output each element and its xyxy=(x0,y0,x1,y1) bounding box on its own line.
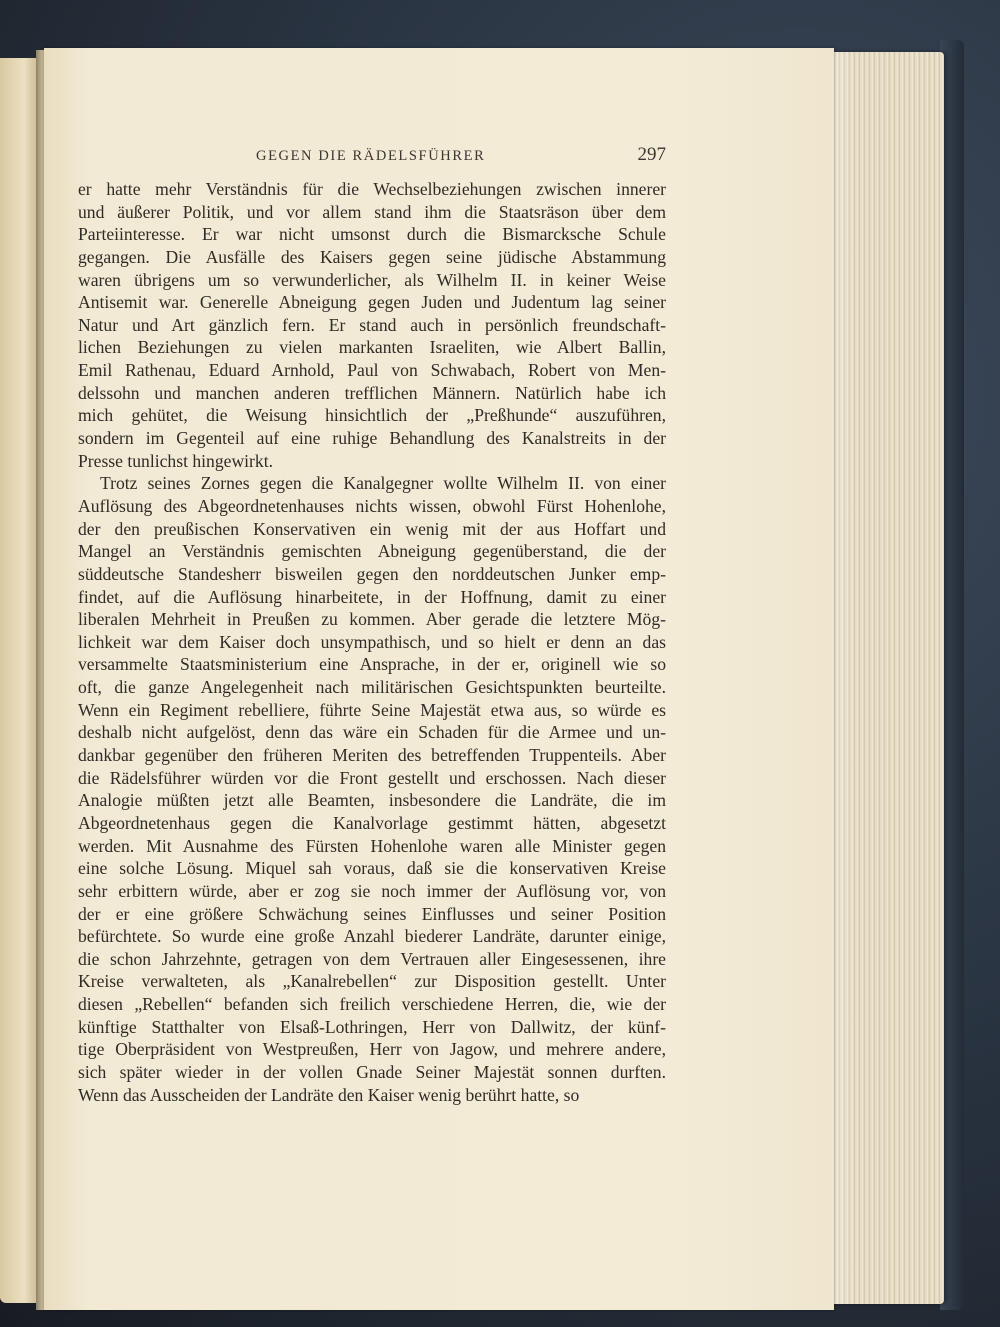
text-line: Mangel an Verständnis gemischten Abneigung gegenüberstand, die der xyxy=(78,541,666,562)
text-line: mich gehütet, die Weisung hinsichtlich der „Preßhunde“ auszuführen, xyxy=(78,405,666,426)
text-line: Trotz seines Zornes gegen die Kanalgegner wollte Wilhelm II. von einer xyxy=(100,473,666,494)
text-line: süddeutsche Standesherr bisweilen gegen den norddeutschen Junker emp- xyxy=(78,563,666,584)
text-line: Abgeordnetenhaus gegen die Kanalvorlage gestimmt hätten, abgesetzt xyxy=(78,812,666,833)
text-line: versammelte Staatsministerium eine Ansprache, in der er, originell wie so xyxy=(78,654,666,675)
page-number: 297 xyxy=(637,144,666,165)
text-line: die Rädelsführer würden vor die Front gestellt und erschossen. Nach dieser xyxy=(78,767,666,788)
text-line: tige Oberpräsident von Westpreußen, Herr von Jagow, und mehrere andere, xyxy=(78,1039,666,1060)
text-line: lichen Beziehungen zu vielen markanten Israeliten, wie Albert Ballin, xyxy=(78,337,666,358)
text-line: delssohn und manchen anderen trefflichen Männern. Natürlich habe ich xyxy=(78,382,666,403)
text-line: waren übrigens um so verwunderlicher, als Wilhelm II. in keiner Weise xyxy=(78,269,666,290)
text-line: sondern im Gegenteil auf eine ruhige Behandlung des Kanalstreits in der xyxy=(78,428,666,449)
text-line: Auflösung des Abgeordnetenhauses nichts wissen, obwohl Fürst Hohenlohe, xyxy=(78,495,666,516)
text-line: dankbar gegenüber den früheren Meriten des betreffenden Truppenteils. Aber xyxy=(78,745,666,766)
text-line: befürchtete. So wurde eine große Anzahl biederer Landräte, darunter einige, xyxy=(78,926,666,947)
text-line: Natur und Art gänzlich fern. Er stand auch in persönlich freundschaft- xyxy=(78,314,666,335)
text-line: Wenn ein Regiment rebelliere, führte Seine Majestät etwa aus, so würde es xyxy=(78,699,666,720)
running-head-title: GEGEN DIE RÄDELSFÜHRER xyxy=(256,148,486,164)
text-line: liberalen Mehrheit in Preußen zu kommen. Aber gerade die letztere Mög- xyxy=(78,609,666,630)
text-line: findet, auf die Auflösung hinarbeitete, in der Hoffnung, damit zu einer xyxy=(78,586,666,607)
text-line: Presse tunlichst hingewirkt. xyxy=(78,450,273,471)
text-line: er hatte mehr Verständnis für die Wechselbeziehungen zwischen innerer xyxy=(78,179,666,199)
text-line: lichkeit war dem Kaiser doch unsympathisch, und so hielt er denn an das xyxy=(78,631,666,652)
text-line: Wenn das Ausscheiden der Landräte den Kaiser wenig berührt hatte, so xyxy=(78,1084,580,1105)
text-line: deshalb nicht aufgelöst, denn das wäre ein Schaden für die Armee und un- xyxy=(78,722,666,743)
text-line: der er eine größere Schwächung seines Einflusses und seiner Position xyxy=(78,903,666,924)
text-line: gegangen. Die Ausfälle des Kaisers gegen seine jüdische Abstammung xyxy=(78,246,666,267)
previous-page-edge xyxy=(0,58,40,1303)
text-line: Parteiinteresse. Er war nicht umsonst durch die Bismarcksche Schule xyxy=(78,224,666,245)
text-line: diesen „Rebellen“ befanden sich freilich verschiedene Herren, die, wie der xyxy=(78,994,666,1015)
text-line: Antisemit war. Generelle Abneigung gegen Juden und Judentum lag seiner xyxy=(78,292,666,313)
text-line: sich später wieder in der vollen Gnade Seiner Majestät sonnen durften. xyxy=(78,1061,666,1082)
text-line: Kreise verwalteten, als „Kanalrebellen“ zur Disposition gestellt. Unter xyxy=(78,971,666,992)
text-line: die schon Jahrzehnte, getragen von dem Vertrauen aller Eingesessenen, ihre xyxy=(78,948,666,969)
text-line: der den preußischen Konservativen ein wenig mit der aus Hoffart und xyxy=(78,518,666,539)
text-line: werden. Mit Ausnahme des Fürsten Hohenlohe waren alle Minister gegen xyxy=(78,835,666,856)
page-block-edges xyxy=(826,52,944,1304)
text-line: eine solche Lösung. Miquel sah voraus, daß sie die konservativen Kreise xyxy=(78,858,666,879)
text-line: Emil Rathenau, Eduard Arnhold, Paul von Schwabach, Robert von Men- xyxy=(78,360,666,381)
text-line: künftige Statthalter von Elsaß-Lothringen, Herr von Dallwitz, der künf- xyxy=(78,1016,666,1037)
text-line: oft, die ganze Angelegenheit nach militärischen Gesichtspunkten beurteilte. xyxy=(78,677,666,698)
running-head xyxy=(78,144,666,170)
text-line: sehr erbittern würde, aber er zog sie noch immer der Auflösung vor, von xyxy=(78,880,666,901)
text-line: Analogie müßten jetzt alle Beamten, insbesondere die Landräte, die im xyxy=(78,790,666,811)
text-line: und äußerer Politik, und vor allem stand ihm die Staatsräson über dem xyxy=(78,201,666,222)
body-text xyxy=(78,178,666,1106)
